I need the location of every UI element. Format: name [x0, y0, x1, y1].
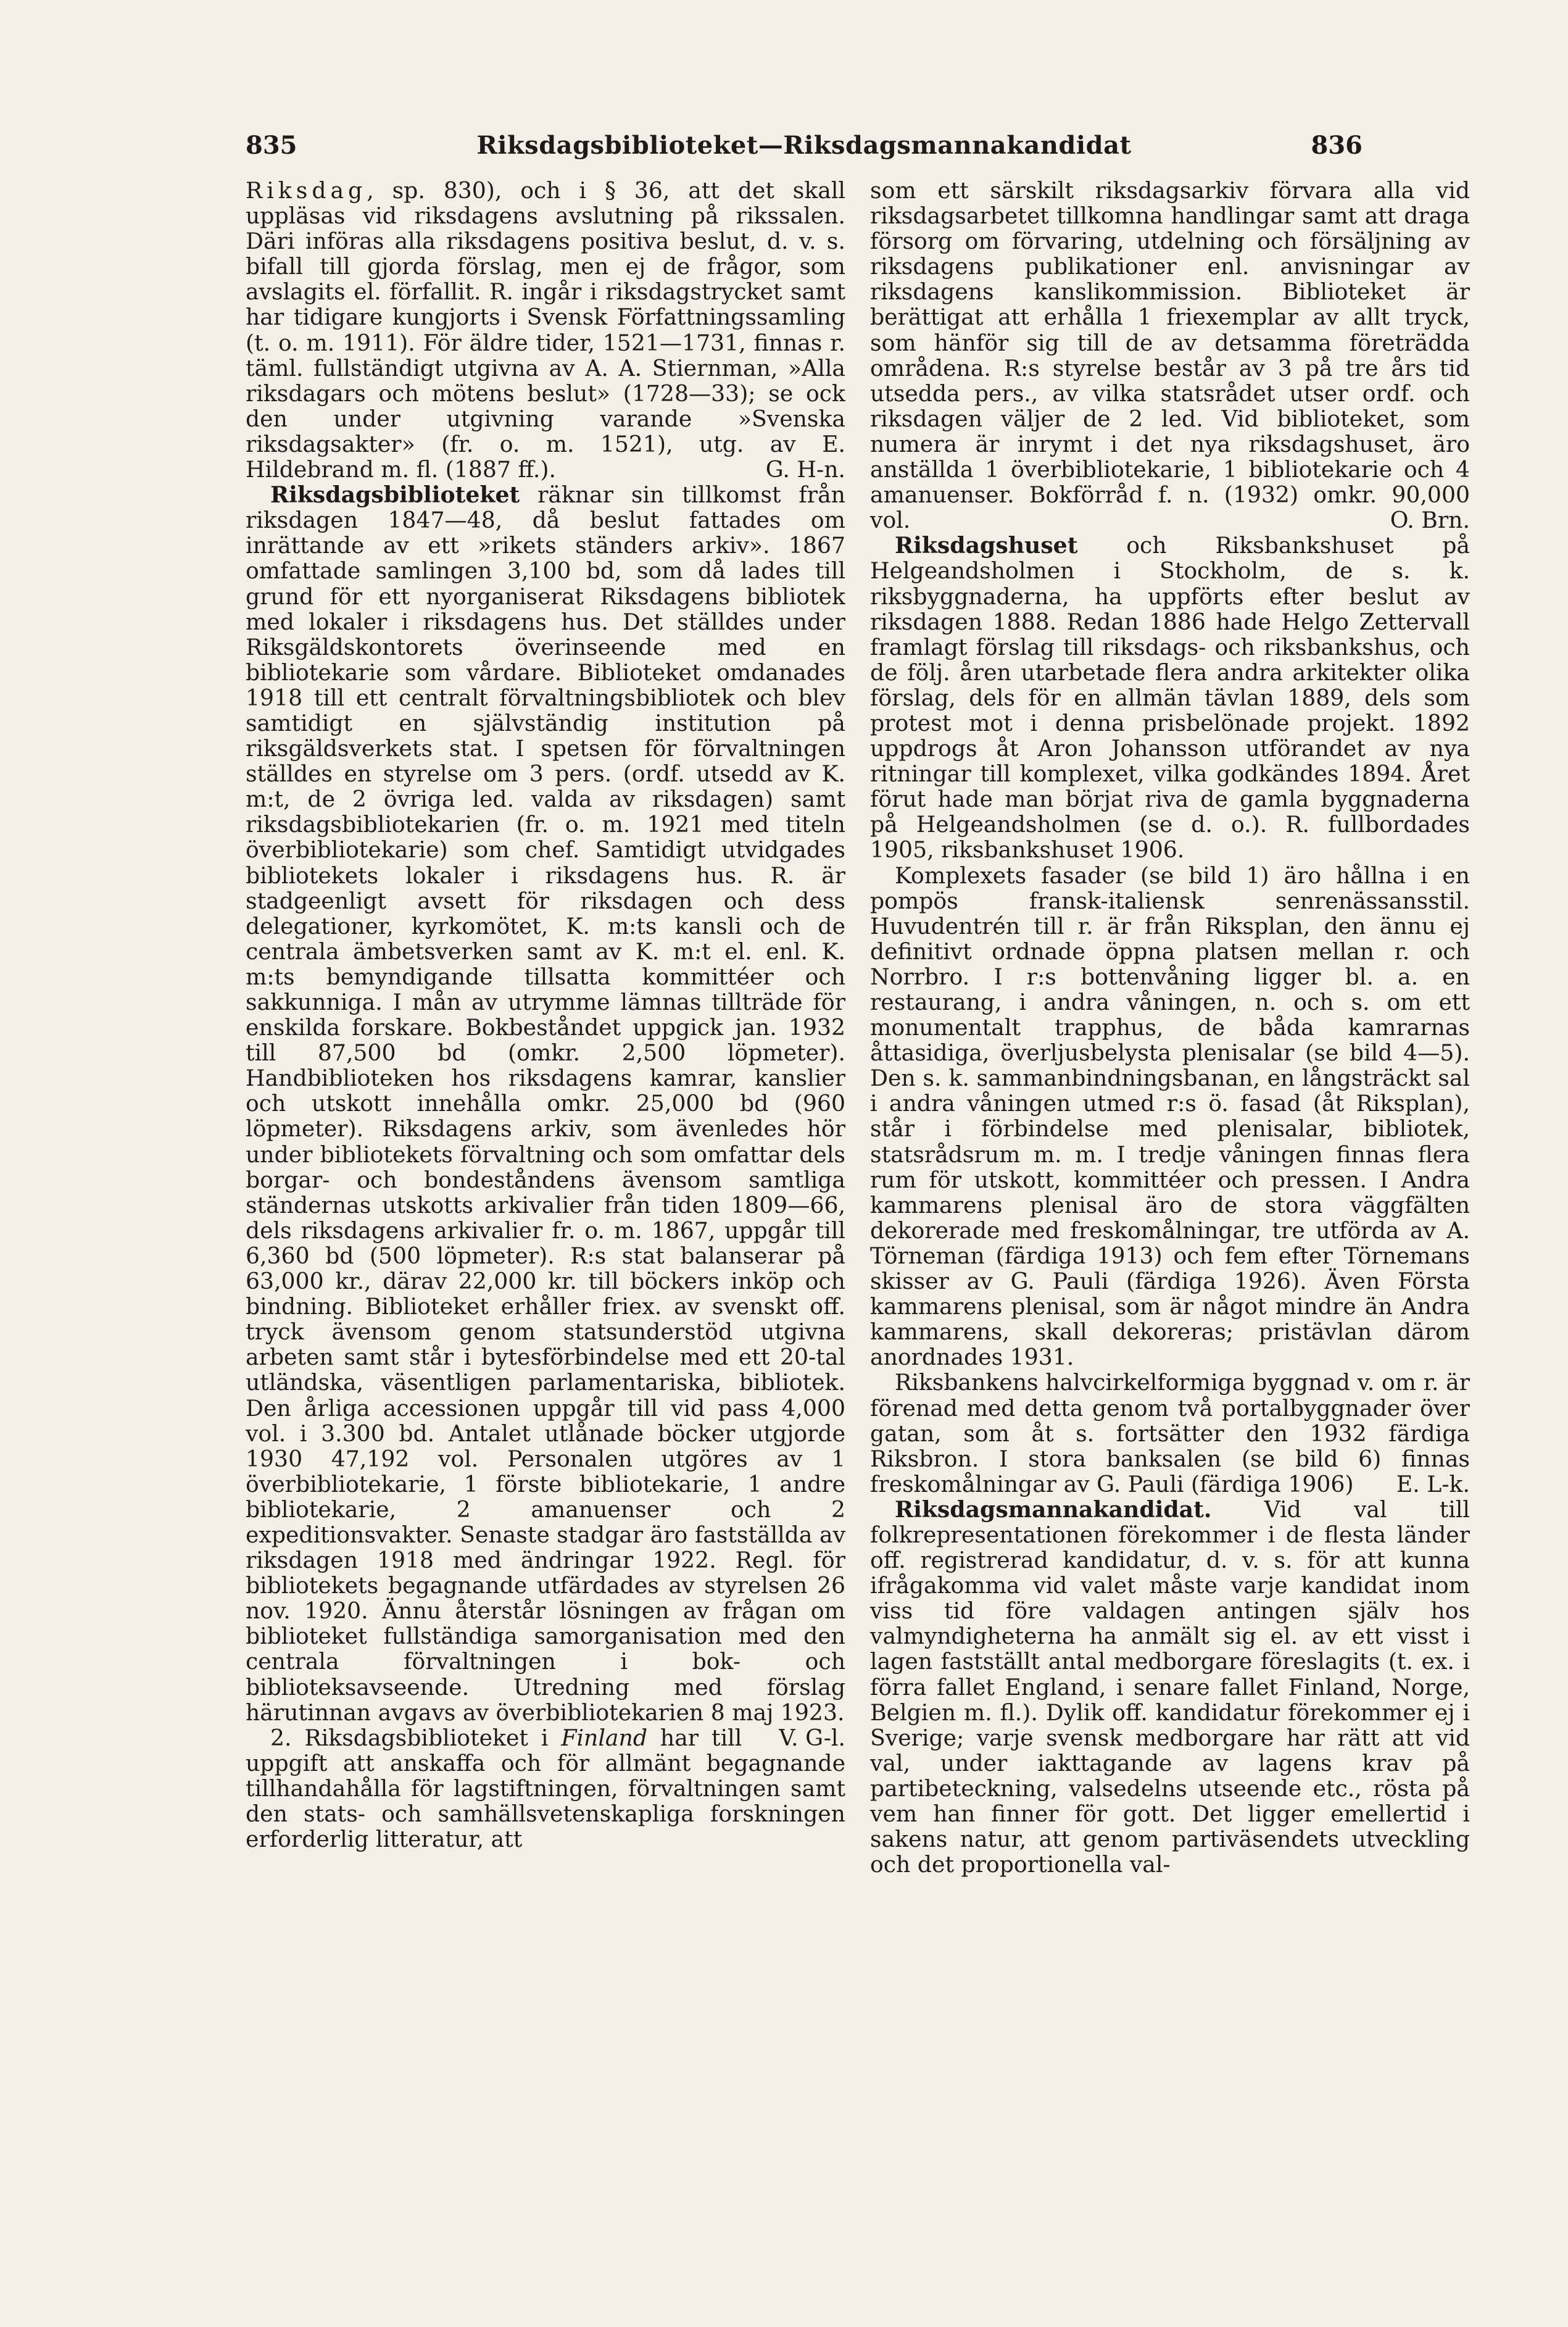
- entry-headword: Riksdagshuset: [895, 532, 1078, 559]
- paragraph: [870, 178, 1470, 533]
- author-signature: O. Brn.: [1390, 507, 1470, 534]
- paragraph-text: Riksbankens halvcirkelformiga byggnad v. om r. är förenad med detta genom två portalbyggnader över gatan, som åt s. fortsätter den 1932 färdiga Riksbron. I stora banksalen (se bild 6) finnas freskomålningar av G. Pauli (färdiga 1906): [870, 1369, 1470, 1497]
- left-column: [246, 178, 845, 2264]
- running-title: Riksdagsbiblioteket—Riksdagsmannakandidat: [476, 131, 1132, 160]
- running-header: [246, 131, 1363, 168]
- page-number-left: 835: [246, 131, 297, 160]
- spaced-word: Riksdag: [246, 178, 367, 204]
- paragraph-text: , sp. 830), och i § 36, att det skall uppläsas vid riksdagens avslutning på rikssalen. Däri införas alla riksdagens positiva beslut, d. v. s. bifall till gjorda förslag, men ej de frågor, som avslagits el. förfallit. R. ingår i riksdagstrycket samt har tidigare kungjorts i Svensk Författningssamling (t. o. m. 1911). För äldre tider, 1521—1731, finnas r. täml. fullständigt utgivna av A. A. Stiernman, »Alla riksdagars och mötens beslut» (1728—33); se ock den under utgivning varande »Svenska riksdagsakter» (fr. o. m. 1521), utg. av E. Hildebrand m. fl. (1887 ff.).: [246, 178, 845, 483]
- author-signature: E. L-k.: [1396, 1470, 1470, 1497]
- paragraph: [870, 1370, 1470, 1496]
- paragraph-text: räknar sin tillkomst från riksdagen 1847—48, då beslut fattades om inrättande av ett »rikets ständers arkiv». 1867 omfattade samlingen 3,100 bd, som då lades till grund för ett nyorganiserat Riksdagens bibliotek med lokaler i riksdagens hus. Det ställdes under Riksgäldskontorets överinseende med en bibliotekarie som vårdare. Biblioteket omdanades 1918 till ett centralt förvaltningsbibliotek och blev samtidigt en självständig institution på riksgäldsverkets stat. I spetsen för förvaltningen ställdes en styrelse om 3 pers. (ordf. utsedd av K. m:t, de 2 övriga led. valda av riksdagen) samt riksdagsbibliotekarien (fr. o. m. 1921 med titeln överbibliotekarie) som chef. Samtidigt utvidgades bibliotekets lokaler i riksdagens hus. R. är stadgeenligt avsett för riksdagen och dess delegationer, kyrkomötet, K. m:ts kansli och de centrala ämbetsverken samt av K. m:t el. enl. K. m:ts bemyndigande tillsatta kommittéer och sakkunniga. I mån av utrymme lämnas tillträde för enskilda forskare. Bokbeståndet uppgick jan. 1932 till 87,500 bd (omkr. 2,500 löpmeter). Handbiblioteken hos riksdagens kamrar, kanslier och utskott innehålla omkr. 25,000 bd (960 löpmeter). Riksdagens arkiv, som ävenledes hör under bibliotekets förvaltning och som omfattar dels borgar- och bondeståndens ävensom samtliga ständernas utskotts arkivalier från tiden 1809—66, dels riksdagens arkivalier fr. o. m. 1867, uppgår till 6,360 bd (500 löpmeter). R:s stat balanserar på 63,000 kr., därav 22,000 kr. till böckers inköp och bindning. Biblioteket erhåller friex. av svenskt off. tryck ävensom genom statsunderstöd utgivna arbeten samt står i bytesförbindelse med ett 20-tal utländska, väsentligen parlamentariska, bibliotek. Den årliga accessionen uppgår till vid pass 4,000 vol. i 3.300 bd. Antalet utlånade böcker utgjorde 1930 47,192 vol. Personalen utgöres av 1 överbibliotekarie, 1 förste bibliotekarie, 1 andre bibliotekarie, 2 amanuenser och 2 expeditionsvakter. Senaste stadgar äro fastställda av riksdagen 1918 med ändringar 1922. Regl. för bibliotekets begagnande utfärdades av styrelsen 26 nov. 1920. Ännu återstår lösningen av frågan om biblioteket fullständiga samorganisation med den centrala förvaltningen i bok- och biblioteksavseende. Utredning med förslag härutinnan avgavs av överbibliotekarien 8 maj 1923.: [246, 481, 845, 1726]
- entry-headword: Riksdagsmannakandidat.: [895, 1496, 1212, 1523]
- paragraph: [870, 863, 1470, 1370]
- paragraph-text: Komplexets fasader (se bild 1) äro hållna i en pompös fransk-italiensk senrenässansstil. Huvudentrén till r. är från Riksplan, den ännu ej definitivt ordnade öppna platsen mellan r. och Norrbro. I r:s bottenvåning ligger bl. a. en restaurang, i andra våningen, n. och s. om ett monumentalt trapphus, de båda kamrarnas åttasidiga, överljusbelysta plenisalar (se bild 4—5). Den s. k. sammanbindningsbanan, en långsträckt sal i andra våningen utmed r:s ö. fasad (åt Riksplan), står i förbindelse med plenisalar, bibliotek, statsrådsrum m. m. I tredje våningen finnas flera rum för utskott, kommittéer och pressen. I Andra kammarens plenisal äro de stora väggfälten dekorerade med freskomålningar, tre utförda av A. Törneman (färdiga 1913) och fem efter Törnemans skisser av G. Pauli (färdiga 1926). Även Första kammarens plenisal, som är något mindre än Andra kammarens, skall dekoreras; pristävlan därom anordnades 1931.: [870, 862, 1470, 1371]
- paragraph-text: har till uppgift att anskaffa och för allmänt begagnande tillhandahålla för lagstiftningen, förvaltningen samt den stats- och samhällsvetenskapliga forskningen erforderlig litteratur, att: [246, 1724, 845, 1853]
- author-signature: G. H-n.: [765, 456, 845, 483]
- paragraph-text: och Riksbankshuset på Helgeandsholmen i Stockholm, de s. k. riksbyggnaderna, ha uppförts efter beslut av riksdagen 1888. Redan 1886 hade Helgo Zettervall framlagt förslag till riksdags- och riksbankshus, och de följ. åren utarbetade flera andra arkitekter olika förslag, dels för en allmän tävlan 1889, dels som protest mot i denna prisbelönade projekt. 1892 uppdrogs åt Aron Johansson utförandet av nya ritningar till komplexet, vilka godkändes 1894. Året förut hade man börjat riva de gamla byggnaderna på Helgeandsholmen (se d. o.). R. fullbordades 1905, riksbankshuset 1906.: [870, 532, 1470, 864]
- author-signature: V. G-l.: [779, 1724, 845, 1751]
- right-column: [870, 178, 1470, 2264]
- paragraph-text: som ett särskilt riksdagsarkiv förvara alla vid riksdagsarbetet tillkomna handlingar samt att draga försorg om förvaring, utdelning och försäljning av riksdagens publikationer enl. anvisningar av riksdagens kanslikommission. Biblioteket är berättigat att erhålla 1 friexemplar av allt tryck, som hänför sig till de av detsamma företrädda områdena. R:s styrelse består av 3 på tre års tid utsedda pers., av vilka statsrådet utser ordf. och riksdagen väljer de 2 led. Vid biblioteket, som numera är inrymt i det nya riksdagshuset, äro anställda 1 överbibliotekarie, 1 bibliotekarie och 4 amanuenser. Bokförråd f. n. (1932) omkr. 90,000 vol.: [870, 178, 1470, 534]
- paragraph: [246, 178, 845, 482]
- paragraph-lead: 2. Riksdagsbiblioteket i: [270, 1724, 562, 1751]
- italic-word: Finland: [561, 1724, 647, 1751]
- paragraph: [870, 1497, 1470, 1877]
- entry-headword: Riksdagsbiblioteket: [270, 481, 520, 509]
- page-number-right: 836: [1311, 131, 1363, 160]
- paragraph-text: Vid val till folkrepresentationen förekommer i de flesta länder off. registrerad kandidatur, d. v. s. för att kunna ifrågakomma vid valet måste varje kandidat inom viss tid före valdagen antingen själv hos valmyndigheterna ha anmält sig el. av ett visst i lagen fastställt antal medborgare föreslagits (t. ex. i förra fallet England, i senare fallet Finland, Norge, Belgien m. fl.). Dylik off. kandidatur förekommer ej i Sverige; varje svensk medborgare har rätt att vid val, under iakttagande av lagens krav på partibeteckning, valsedelns utseende etc., rösta på vem han finner för gott. Det ligger emellertid i sakens natur, att genom partiväsendets utveckling och det proportionella val-: [870, 1496, 1470, 1878]
- paragraph: [870, 533, 1470, 862]
